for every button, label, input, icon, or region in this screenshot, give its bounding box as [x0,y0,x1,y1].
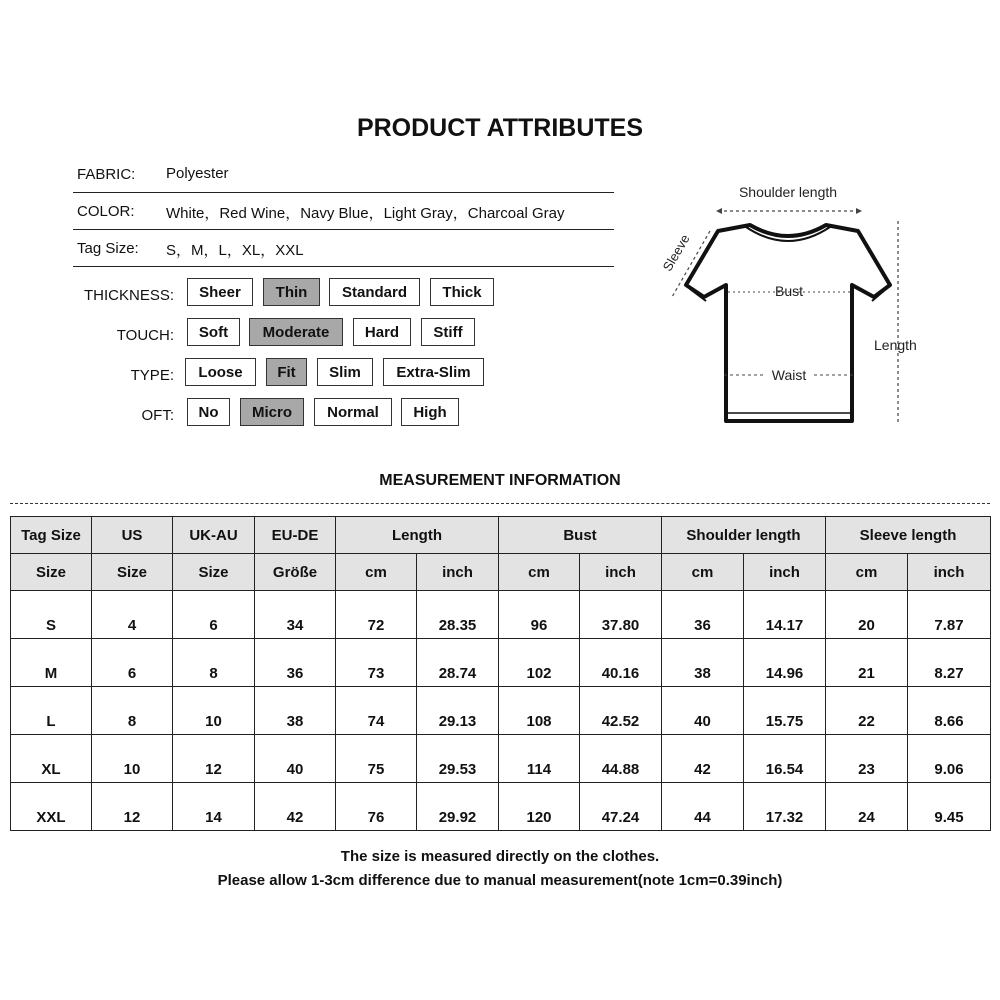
length-label: Length [874,337,917,353]
thickness-option: Thick [430,278,494,306]
table-cell: 72 [336,591,417,639]
touch-option: Hard [353,318,411,346]
table-cell: 10 [173,687,255,735]
table-cell: 6 [92,639,173,687]
tag-size-value: S，M，L，XL，XXL [166,242,304,259]
table-cell: M [11,639,92,687]
table-cell: 22 [826,687,908,735]
table-cell: 102 [499,639,580,687]
oft-option: No [187,398,230,426]
table-cell: 9.06 [908,735,991,783]
table-row [11,639,991,687]
table-cell: 40 [255,735,336,783]
type-option: Slim [317,358,373,386]
table-cell: 17.32 [744,783,826,831]
table-cell: 47.24 [580,783,662,831]
table-cell: 114 [499,735,580,783]
table-cell: 96 [499,591,580,639]
touch-option: Stiff [421,318,475,346]
dotted-divider [10,503,990,504]
divider [73,192,614,193]
table-cell: 4 [92,591,173,639]
table-cell: 73 [336,639,417,687]
table-cell: 20 [826,591,908,639]
table-cell: 34 [255,591,336,639]
table-cell: 12 [173,735,255,783]
table-header: Tag Size [11,517,92,554]
table-cell: 29.13 [417,687,499,735]
table-cell: 36 [255,639,336,687]
table-header: EU-DE [255,517,336,554]
oft-option-selected: Micro [240,398,304,426]
table-cell: 108 [499,687,580,735]
table-header: Bust [499,517,662,554]
table-cell: 44.88 [580,735,662,783]
page-title: PRODUCT ATTRIBUTES [356,114,644,142]
table-cell: 38 [662,639,744,687]
tshirt-diagram [650,175,950,435]
table-cell: 12 [92,783,173,831]
table-subheader-row [11,554,991,591]
table-subheader: cm [662,554,744,591]
table-row [11,591,991,639]
table-cell: XXL [11,783,92,831]
table-row [11,783,991,831]
color-label: COLOR: [77,203,135,220]
type-option: Loose [185,358,256,386]
table-header: Shoulder length [662,517,826,554]
table-cell: 14 [173,783,255,831]
table-subheader: cm [336,554,417,591]
bust-label: Bust [774,283,804,299]
table-cell: 40 [662,687,744,735]
type-option-selected: Fit [266,358,307,386]
table-cell: 15.75 [744,687,826,735]
table-cell: 120 [499,783,580,831]
table-cell: 28.35 [417,591,499,639]
table-cell: 9.45 [908,783,991,831]
table-header: Length [336,517,499,554]
type-label: TYPE: [130,367,174,384]
table-cell: 8.66 [908,687,991,735]
table-cell: 24 [826,783,908,831]
table-cell: 16.54 [744,735,826,783]
table-subheader: inch [417,554,499,591]
table-cell: 29.92 [417,783,499,831]
thickness-option: Sheer [187,278,253,306]
table-cell: 75 [336,735,417,783]
table-subheader: inch [580,554,662,591]
table-cell: S [11,591,92,639]
table-cell: 8 [92,687,173,735]
table-cell: 44 [662,783,744,831]
table-cell: 28.74 [417,639,499,687]
table-cell: L [11,687,92,735]
table-subheader: inch [908,554,991,591]
table-subheader: Größe [255,554,336,591]
table-subheader: Size [11,554,92,591]
table-row [11,735,991,783]
table-cell: 8.27 [908,639,991,687]
thickness-label: THICKNESS: [83,287,174,304]
table-header: US [92,517,173,554]
touch-label: TOUCH: [116,327,174,344]
table-row [11,687,991,735]
type-option: Extra-Slim [383,358,484,386]
table-cell: 8 [173,639,255,687]
tag-size-label: Tag Size: [77,240,139,257]
size-table [10,516,991,831]
table-cell: 42 [662,735,744,783]
note-measured: The size is measured directly on the clothes. [340,848,660,865]
divider [73,266,614,267]
table-cell: 76 [336,783,417,831]
table-cell: 10 [92,735,173,783]
oft-label: OFT: [141,407,174,424]
table-cell: 29.53 [417,735,499,783]
table-subheader: cm [826,554,908,591]
table-cell: 14.96 [744,639,826,687]
table-cell: 42.52 [580,687,662,735]
table-subheader: Size [92,554,173,591]
touch-option-selected: Moderate [249,318,343,346]
table-subheader: inch [744,554,826,591]
tshirt-outline-icon [686,225,890,421]
divider [73,229,614,230]
waist-label: Waist [771,367,807,383]
shoulder-label: Shoulder length [738,184,838,200]
table-header: Sleeve length [826,517,991,554]
note-difference: Please allow 1-3cm difference due to manual measurement(note 1cm=0.39inch) [217,872,783,889]
measurement-title: MEASUREMENT INFORMATION [379,472,621,489]
oft-option: Normal [314,398,392,426]
table-cell: 37.80 [580,591,662,639]
table-cell: 7.87 [908,591,991,639]
thickness-option: Standard [329,278,420,306]
thickness-option-selected: Thin [263,278,320,306]
table-cell: 38 [255,687,336,735]
table-subheader: Size [173,554,255,591]
table-cell: XL [11,735,92,783]
oft-option: High [401,398,459,426]
table-cell: 23 [826,735,908,783]
table-cell: 14.17 [744,591,826,639]
table-cell: 74 [336,687,417,735]
table-subheader: cm [499,554,580,591]
sleeve-label: Sleeve [659,231,693,274]
table-cell: 36 [662,591,744,639]
table-cell: 6 [173,591,255,639]
table-cell: 42 [255,783,336,831]
table-header-row [11,517,991,554]
fabric-label: FABRIC: [77,166,136,183]
fabric-value: Polyester [166,165,229,182]
color-value: White，Red Wine，Navy Blue，Light Gray，Charcoal Gray [166,205,565,222]
table-cell: 40.16 [580,639,662,687]
table-header: UK-AU [173,517,255,554]
touch-option: Soft [187,318,240,346]
table-cell: 21 [826,639,908,687]
